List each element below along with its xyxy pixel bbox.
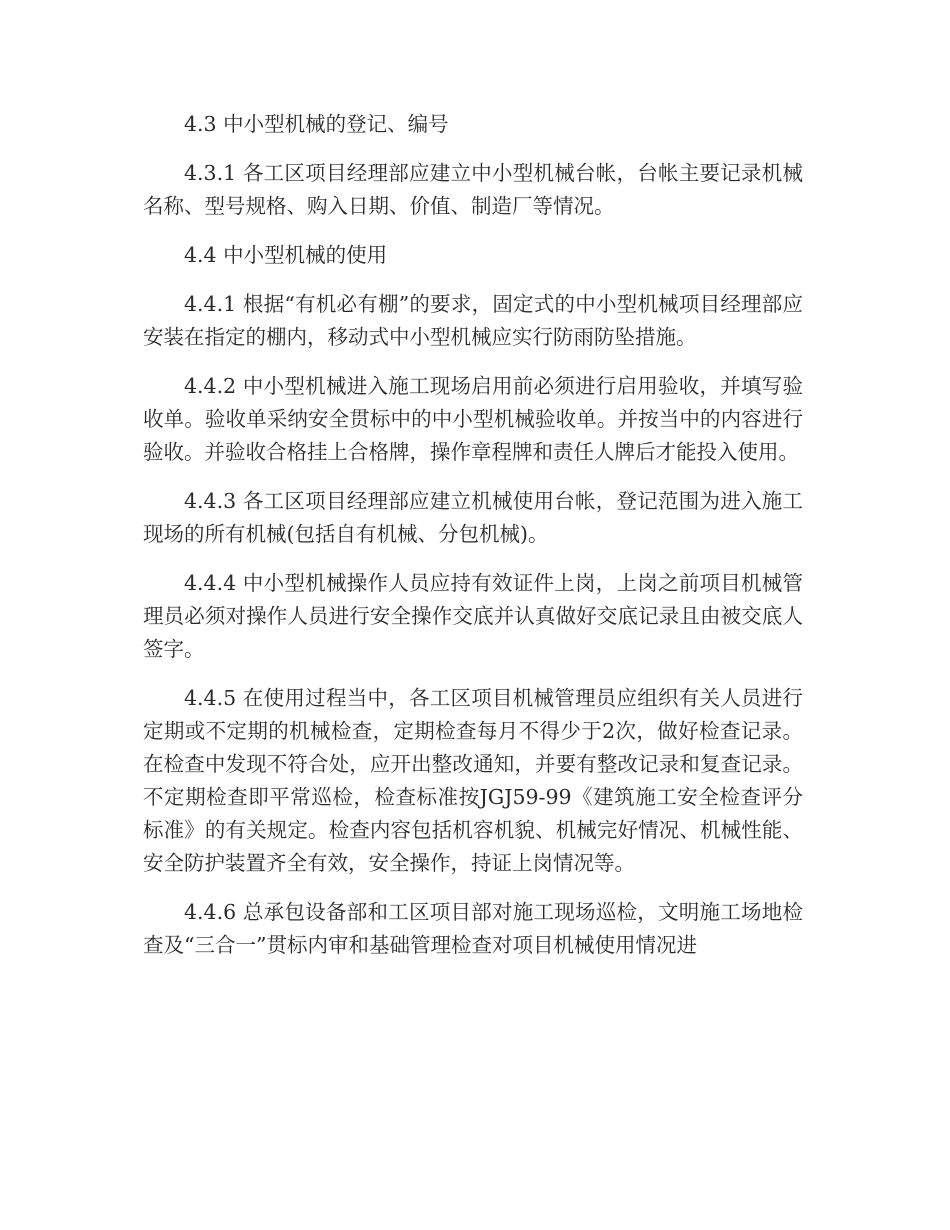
paragraph-4-4-4: 4.4.4 中小型机械操作人员应持有效证件上岗，上岗之前项目机械管理员必须对操作人员进行安全操作交底并认真做好交底记录且由被交底人签字。 bbox=[143, 571, 803, 661]
paragraph-4-3-1: 4.3.1 各工区项目经理部应建立中小型机械台帐，台帐主要记录机械名称、型号规格、购入日期、价值、制造厂等情况。 bbox=[143, 161, 803, 218]
document-body bbox=[143, 108, 803, 978]
paragraph-4-4-5: 4.4.5 在使用过程当中，各工区项目机械管理员应组织有关人员进行定期或不定期的机械检查，定期检查每月不得少于2次，做好检查记录。在检查中发现不符合处，应开出整改通知，并要有整改记录和复查记录。不定期检查即平常巡检，检查标准按JGJ59-99《建筑施工安全检查评分标准》的有关规定。检查内容包括机容机貌、机械完好情况、机械性能、安全防护装置齐全有效，安全操作，持证上岗情况等。 bbox=[143, 686, 803, 875]
section-heading-4-3: 4.3 中小型机械的登记、编号 bbox=[184, 112, 449, 136]
paragraph-4-4-6: 4.4.6 总承包设备部和工区项目部对施工现场巡检，文明施工场地检查及“三合一”贯标内审和基础管理检查对项目机械使用情况进 bbox=[143, 900, 803, 957]
paragraph-4-4-2: 4.4.2 中小型机械进入施工现场启用前必须进行启用验收，并填写验收单。验收单采纳安全贯标中的中小型机械验收单。并按当中的内容进行验收。并验收合格挂上合格牌，操作章程牌和责任人牌后才能投入使用。 bbox=[143, 374, 803, 464]
paragraph-4-4-3: 4.4.3 各工区项目经理部应建立机械使用台帐，登记范围为进入施工现场的所有机械(包括自有机械、分包机械)。 bbox=[143, 489, 803, 546]
paragraph-4-4-1: 4.4.1 根据“有机必有棚”的要求，固定式的中小型机械项目经理部应安装在指定的棚内，移动式中小型机械应实行防雨防坠措施。 bbox=[143, 292, 803, 349]
section-heading-4-4: 4.4 中小型机械的使用 bbox=[184, 243, 388, 267]
